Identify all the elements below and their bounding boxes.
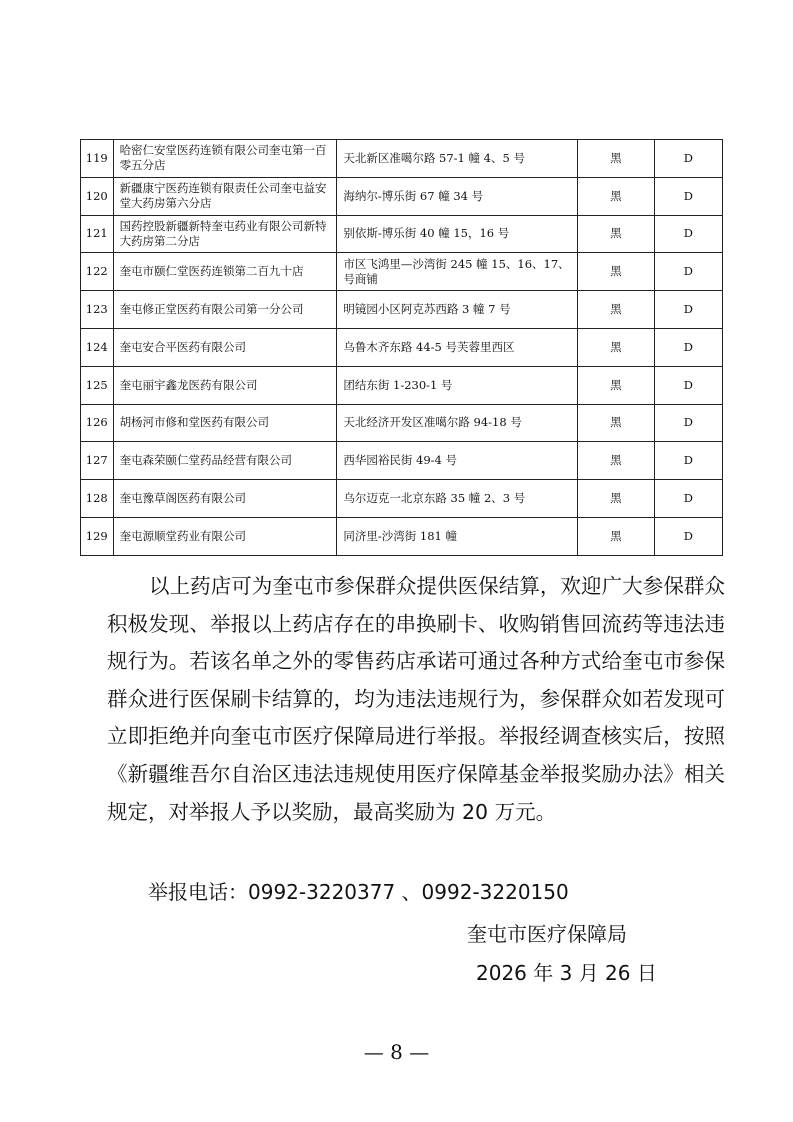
credit-level: 黑 [577, 177, 654, 215]
pharmacy-address: 乌尔迈克一北京东路 35 幢 2、3 号 [337, 480, 578, 518]
pharmacy-address: 海纳尔-博乐街 67 幢 34 号 [337, 177, 578, 215]
credit-level: 黑 [577, 140, 654, 178]
report-hotline: 举报电话：0992-3220377 、0992-3220150 [148, 880, 569, 904]
row-number: 128 [81, 480, 114, 518]
row-number: 124 [81, 328, 114, 366]
pharmacy-address: 别依斯-博乐街 40 幢 15，16 号 [337, 215, 578, 253]
pharmacy-name: 奎屯市颐仁堂医药连锁第二百九十店 [113, 253, 337, 291]
row-number: 122 [81, 253, 114, 291]
pharmacy-address: 同济里-沙湾街 181 幢 [337, 517, 578, 555]
issue-date: 2026 年 3 月 26 日 [476, 961, 657, 985]
pharmacy-name: 哈密仁安堂医药连锁有限公司奎屯第一百零五分店 [113, 140, 337, 178]
credit-grade: D [654, 517, 722, 555]
credit-grade: D [654, 328, 722, 366]
pharmacy-address: 团结东街 1-230-1 号 [337, 366, 578, 404]
pharmacy-address: 西华园裕民街 49-4 号 [337, 442, 578, 480]
credit-level: 黑 [577, 404, 654, 442]
table-row [81, 442, 723, 480]
credit-level: 黑 [577, 517, 654, 555]
pharmacy-table-body [81, 140, 723, 556]
row-number: 119 [81, 140, 114, 178]
pharmacy-name: 奎屯豫草阁医药有限公司 [113, 480, 337, 518]
table-row [81, 517, 723, 555]
credit-grade: D [654, 442, 722, 480]
row-number: 127 [81, 442, 114, 480]
credit-grade: D [654, 215, 722, 253]
credit-level: 黑 [577, 366, 654, 404]
pharmacy-name: 胡杨河市修和堂医药有限公司 [113, 404, 337, 442]
page-number: — 8 — [363, 1040, 430, 1064]
table-row [81, 291, 723, 329]
table-row [81, 480, 723, 518]
row-number: 123 [81, 291, 114, 329]
pharmacy-name: 奎屯源顺堂药业有限公司 [113, 517, 337, 555]
row-number: 129 [81, 517, 114, 555]
row-number: 121 [81, 215, 114, 253]
credit-level: 黑 [577, 442, 654, 480]
pharmacy-name: 奎屯丽宇鑫龙医药有限公司 [113, 366, 337, 404]
pharmacy-address: 天北新区准噶尔路 57-1 幢 4、5 号 [337, 140, 578, 178]
credit-level: 黑 [577, 253, 654, 291]
credit-level: 黑 [577, 291, 654, 329]
credit-grade: D [654, 480, 722, 518]
table-row [81, 328, 723, 366]
credit-level: 黑 [577, 328, 654, 366]
credit-grade: D [654, 140, 722, 178]
pharmacy-name: 奎屯安合平医药有限公司 [113, 328, 337, 366]
row-number: 120 [81, 177, 114, 215]
pharmacy-name: 国药控股新疆新特奎屯药业有限公司新特大药房第二分店 [113, 215, 337, 253]
table-row [81, 404, 723, 442]
pharmacy-address: 乌鲁木齐东路 44-5 号芙蓉里西区 [337, 328, 578, 366]
pharmacy-address: 明镜园小区阿克苏西路 3 幢 7 号 [337, 291, 578, 329]
credit-grade: D [654, 366, 722, 404]
credit-grade: D [654, 253, 722, 291]
credit-grade: D [654, 177, 722, 215]
pharmacy-address: 天北经济开发区准噶尔路 94-18 号 [337, 404, 578, 442]
table-row [81, 366, 723, 404]
table-row [81, 215, 723, 253]
pharmacy-address: 市区飞鸿里—沙湾街 245 幢 15、16、17、号商铺 [337, 253, 578, 291]
credit-grade: D [654, 291, 722, 329]
pharmacy-name: 奎屯森荣颐仁堂药品经营有限公司 [113, 442, 337, 480]
issuing-authority: 奎屯市医疗保障局 [467, 922, 627, 946]
pharmacy-name: 奎屯修正堂医药有限公司第一分公司 [113, 291, 337, 329]
row-number: 125 [81, 366, 114, 404]
table-row [81, 253, 723, 291]
credit-grade: D [654, 404, 722, 442]
pharmacy-name: 新疆康宁医药连锁有限责任公司奎屯益安堂大药房第六分店 [113, 177, 337, 215]
notice-paragraph: 以上药店可为奎屯市参保群众提供医保结算，欢迎广大参保群众积极发现、举报以上药店存在的串换刷卡、收购销售回流药等违法违规行为。若该名单之外的零售药店承诺可通过各种方式给奎屯市参保群众进行医保刷卡结算的，均为违法违规行为，参保群众如若发现可立即拒绝并向奎屯市医疗保障局进行举报。举报经调查核实后，按照《新疆维吾尔自治区违法违规使用医疗保障基金举报奖励办法》相关规定，对举报人予以奖励，最高奖励为 20 万元。 [107, 574, 725, 824]
table-row [81, 140, 723, 178]
credit-level: 黑 [577, 480, 654, 518]
table-row [81, 177, 723, 215]
pharmacy-table [80, 139, 723, 556]
row-number: 126 [81, 404, 114, 442]
credit-level: 黑 [577, 215, 654, 253]
